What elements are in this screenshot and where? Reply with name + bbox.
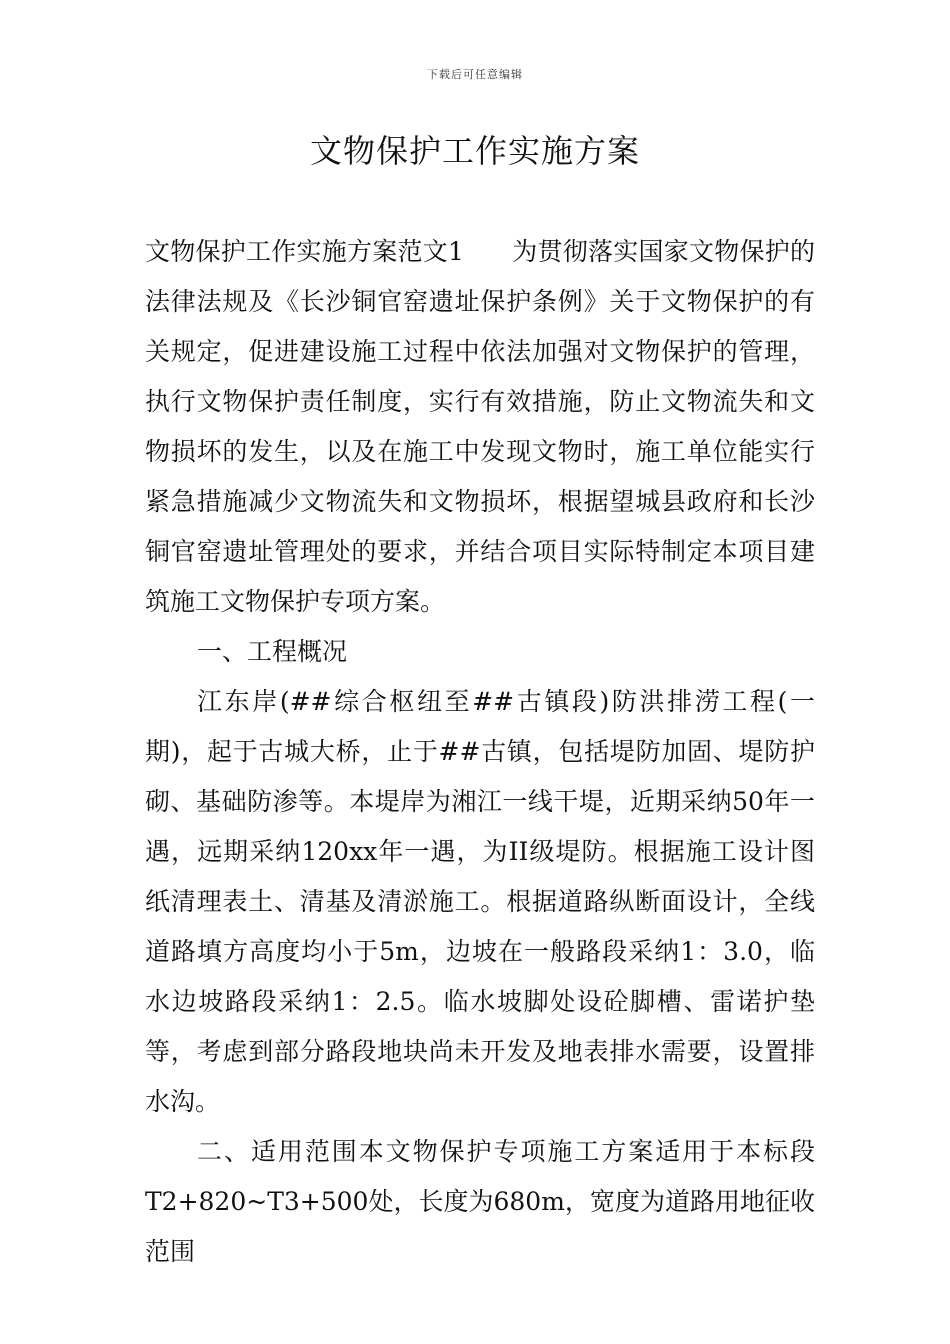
intro-lead: 文物保护工作实施方案范文1 [145, 237, 464, 266]
header-note: 下载后可任意编辑 [427, 68, 523, 81]
section2-paragraph: 二、适用范围本文物保护专项施工方案适用于本标段T2+820~T3+500处，长度为680m，宽度为道路用地征收范围 [145, 1137, 815, 1266]
intro-paragraph [145, 227, 815, 627]
section1-heading: 一、工程概况 [197, 637, 348, 666]
section1-paragraph: 江东岸(##综合枢纽至##古镇段)防洪排涝工程(一期)，起于古城大桥，止于##古镇，包括堤防加固、堤防护砌、基础防渗等。本堤岸为湘江一线干堤，近期采纳50年一遇，远期采纳120xx年一遇，为II级堤防。根据施工设计图纸清理表土、清基及清淤施工。根据道路纵断面设计，全线道路填方高度均小于5m，边坡在一般路段采纳1：3.0，临水边坡路段采纳1：2.5。临水坡脚处设砼脚槽、雷诺护垫等，考虑到部分路段地块尚未开发及地表排水需要，设置排水沟。 [145, 687, 815, 1116]
document-title: 文物保护工作实施方案 [309, 132, 640, 170]
document-body [145, 227, 815, 1277]
intro-body: 为贯彻落实国家文物保护的法律法规及《长沙铜官窑遗址保护条例》关于文物保护的有关规定，促进建设施工过程中依法加强对文物保护的管理，执行文物保护责任制度，实行有效措施，防止文物流失和文物损坏的发生，以及在施工中发现文物时，施工单位能实行紧急措施减少文物流失和文物损坏，根据望城县政府和长沙铜官窑遗址管理处的要求，并结合项目实际特制定本项目建筑施工文物保护专项方案。 [145, 237, 815, 616]
